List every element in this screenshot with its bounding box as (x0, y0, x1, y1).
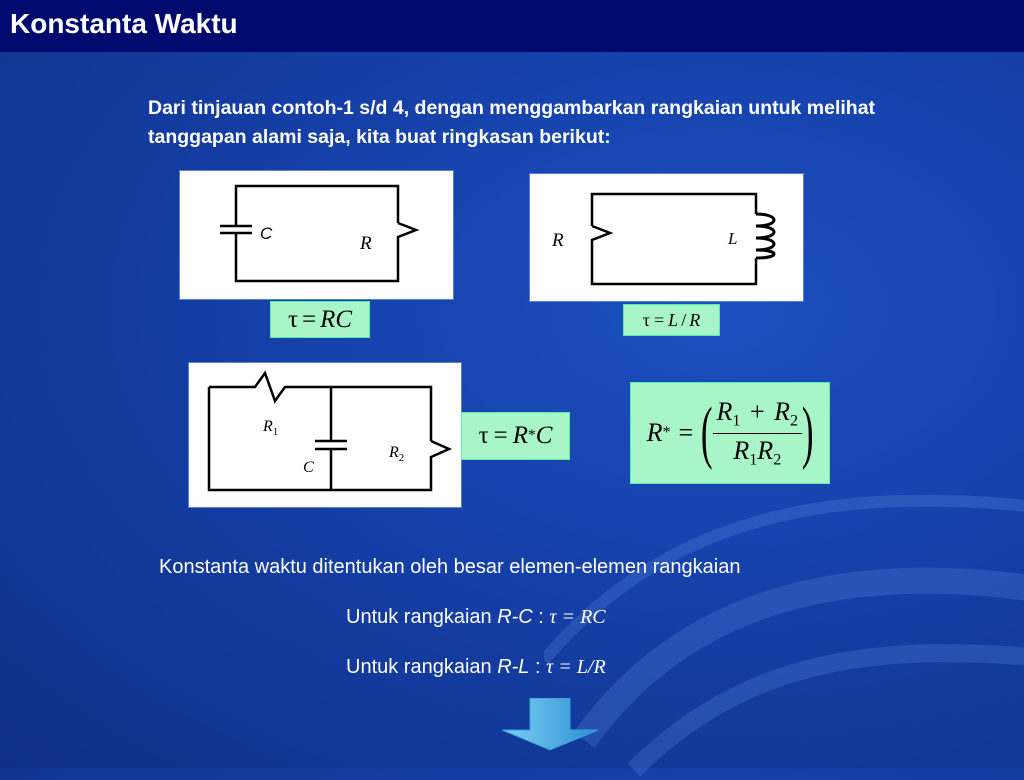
intro-text: Dari tinjauan contoh-1 s/d 4, dengan menggambarkan rangkaian untuk melihat tanggapan alami saja, kita buat ringkasan berikut: (148, 97, 876, 148)
formula-tau-rc (270, 301, 370, 338)
tau-symbol: τ (642, 309, 651, 330)
rc-summary-line: Untuk rangkaian R-C : τ = RC (346, 606, 606, 628)
tau-symbol: τ (287, 305, 298, 333)
division-slash: / (681, 309, 687, 330)
equals-sign: = (654, 309, 665, 330)
equals-sign: = (301, 305, 317, 333)
right-paren: ) (801, 394, 814, 471)
resistor-label: R (552, 230, 564, 251)
r1-label: $R_1$ (263, 418, 279, 438)
summary-text: Konstanta waktu ditentukan oleh besar elemen-elemen rangkaian (159, 556, 741, 578)
fraction-denominator: $R_1R_2$ (733, 435, 782, 469)
rc-circuit-panel (179, 170, 454, 300)
resistor-label: R (360, 233, 372, 254)
rl-circuit-diagram (530, 174, 803, 301)
r2-label: $R_2$ (389, 444, 405, 464)
fraction (713, 397, 803, 469)
left-paren: ( (701, 394, 713, 471)
rl-summary-line: Untuk rangkaian R-L : τ = L/R (346, 656, 606, 678)
formula-rstar (630, 382, 830, 484)
title-bar (0, 0, 1024, 52)
rstar-lhs: R (646, 418, 663, 447)
formula-tau-l-over-r (623, 304, 720, 336)
inductor-label: L (728, 229, 738, 248)
fraction-numerator: $R_1 + R_2$ (713, 397, 803, 434)
rl-circuit-panel (529, 173, 804, 302)
capacitor-label: C (303, 459, 314, 476)
rrc-circuit-diagram (189, 363, 461, 507)
formula-tau-rstar-c (461, 412, 570, 460)
rc-circuit-diagram (180, 171, 453, 299)
r-symbol: R (512, 422, 528, 449)
r-symbol: R (689, 309, 701, 330)
c-symbol: C (535, 422, 553, 449)
equals-sign: = (678, 418, 694, 447)
capacitor-label: C (260, 224, 273, 243)
inductor-coil (756, 214, 774, 258)
down-arrow-icon[interactable] (500, 698, 600, 752)
star-symbol: * (662, 424, 671, 441)
star-symbol: * (528, 427, 536, 444)
slide-title: Konstanta Waktu (10, 8, 238, 39)
l-symbol: L (668, 309, 679, 330)
equals-sign: = (493, 422, 508, 449)
rrc-circuit-panel (188, 362, 462, 508)
rc-expression: RC (320, 305, 353, 333)
tau-symbol: τ (478, 422, 489, 449)
